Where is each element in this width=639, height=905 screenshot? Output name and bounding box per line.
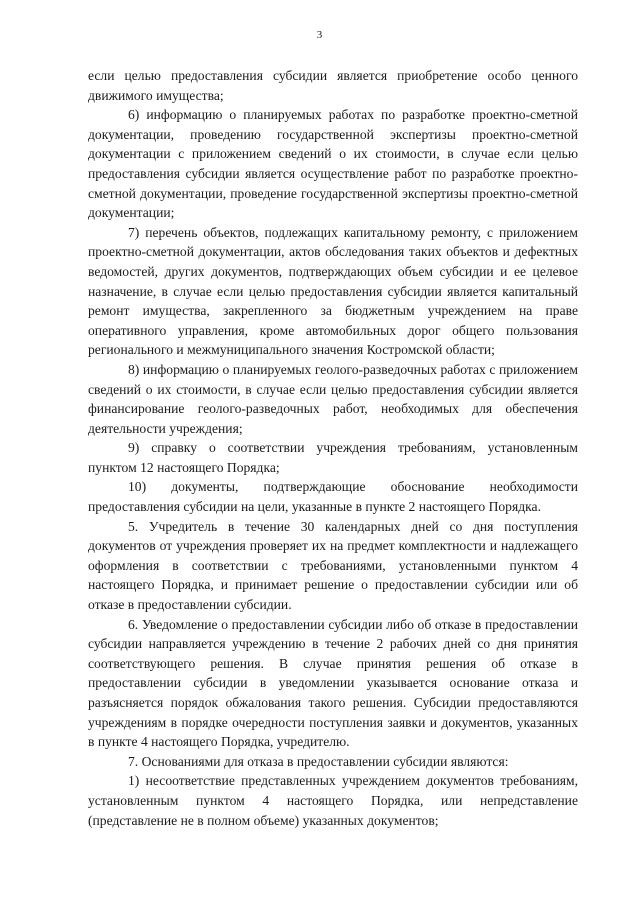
paragraph-item-10: 10) документы, подтверждающие обоснование необходимости предоставления субсидии на цели, указанные в пункте 2 настоящего Порядка. [88,479,578,515]
paragraph-item-9: 9) справку о соответствии учреждения требованиям, установленным пунктом 12 настоящего Порядка; [88,440,578,475]
paragraph-section-7: 7. Основаниями для отказа в предоставлении субсидии являются: [128,753,509,769]
paragraph-item-6: 6) информацию о планируемых работах по разработке проектно-сметной документации, проведению государственной экспертизы проектно-сметной документации с приложением сведений о их стоимости, в случае если целью предоставления субсидии является осуществление работ по разработке проектно-сметной документации, проведение государственной экспертизы проектно-сметной документации; [88,107,578,221]
paragraph-section-7-item-1: 1) несоответствие представленных учреждением документов требованиям, установленным пунктом 4 настоящего Порядка, или непредставление (представление не в полном объеме) указанных документов; [88,773,578,828]
paragraph-section-6: 6. Уведомление о предоставлении субсидии либо об отказе в предоставлении субсидии направляется учреждению в течение 2 рабочих дней со дня принятия соответствующего решения. В случае принятия решения об отказе в предоставлении субсидии в уведомлении указывается основание отказа и разъясняется порядок обжалования такого решения. Субсидии предоставляются учреждениям в порядке очередности поступления заявки и документов, указанных в пункте 4 настоящего Порядка, учредителю. [88,616,578,750]
document-body [88,66,578,830]
paragraph-item-8: 8) информацию о планируемых геолого-разведочных работах с приложением сведений о их стоимости, в случае если целью предоставления субсидии является финансирование геолого-разведочных работ, необходимых для обеспечения деятельности учреждения; [88,361,578,436]
paragraph-intro-continuation: если целью предоставления субсидии является приобретение особо ценного движимого имущества; [88,68,578,103]
paragraph-section-5: 5. Учредитель в течение 30 календарных дней со дня поступления документов от учреждения проверяет их на предмет комплектности и надлежащего оформления в соответствии с требованиями, установленными пунктом 4 настоящего Порядка, и принимает решение о предоставлении субсидии или об отказе в предоставлении субсидии. [88,518,578,613]
paragraph-item-7: 7) перечень объектов, подлежащих капитальному ремонту, с приложением проектно-сметной документации, актов обследования таких объектов и дефектных ведомостей, других документов, подтверждающих объем субсидии и ее целевое назначение, в случае если целью предоставления субсидии является капитальный ремонт имущества, закрепленного за бюджетным учреждением на праве оперативного управления, кроме автомобильных дорог общего пользования регионального и межмуниципального значения Костромской области; [88,224,578,358]
page-number: 3 [316,29,323,41]
